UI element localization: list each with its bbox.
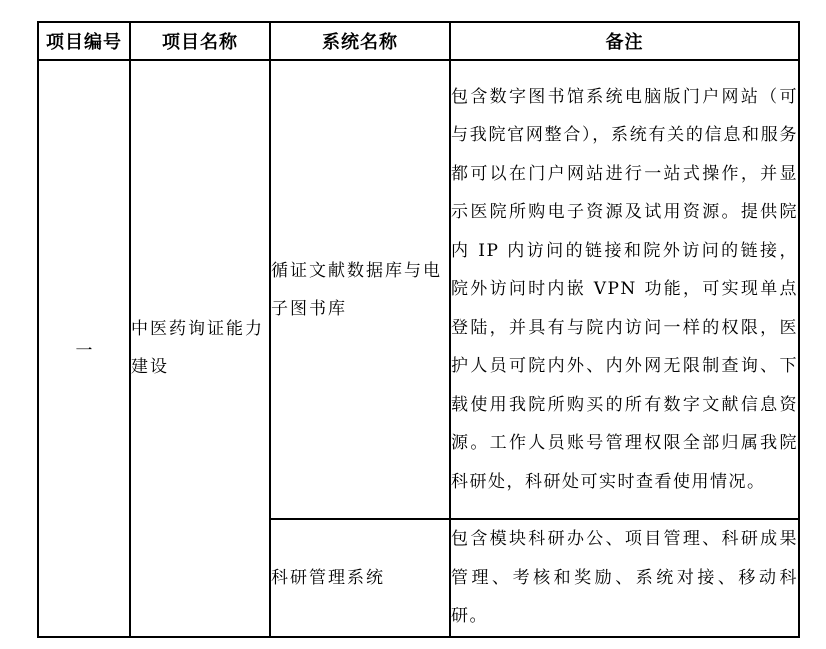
system-name-cell: 科研管理系统	[270, 519, 450, 637]
header-project-name: 项目名称	[130, 22, 270, 60]
project-number-cell: 一	[38, 60, 130, 637]
header-project-number: 项目编号	[38, 22, 130, 60]
system-name-cell: 循证文献数据库与电子图书库	[270, 60, 450, 519]
header-remarks: 备注	[450, 22, 799, 60]
remarks-text: 包含数字图书馆系统电脑版门户网站（可与我院官网整合），系统有关的信息和服务都可以在门户网站进行一站式操作，并显示医院所购电子资源及试用资源。提供院内 IP 内访问的链接和院外访问的链接，院外访问时内嵌 VPN 功能，可实现单点登陆，并具有与院内访问一样的权限，医护人员可院内外、内外网无限制查询、下载使用我院所购买的所有数字文献信息资源。工作人员账号管理权限全部归属我院科研处，科研处可实时查看使用情况。	[451, 86, 798, 492]
project-name-cell: 中医药询证能力建设	[130, 60, 270, 637]
remarks-cell	[450, 519, 799, 637]
project-table	[37, 21, 800, 638]
table-row	[38, 60, 799, 519]
table-header-row	[38, 22, 799, 60]
header-system-name: 系统名称	[270, 22, 450, 60]
remarks-cell	[450, 60, 799, 519]
remarks-text: 包含模块科研办公、项目管理、科研成果管理、考核和奖励、系统对接、移动科研。	[451, 529, 798, 626]
